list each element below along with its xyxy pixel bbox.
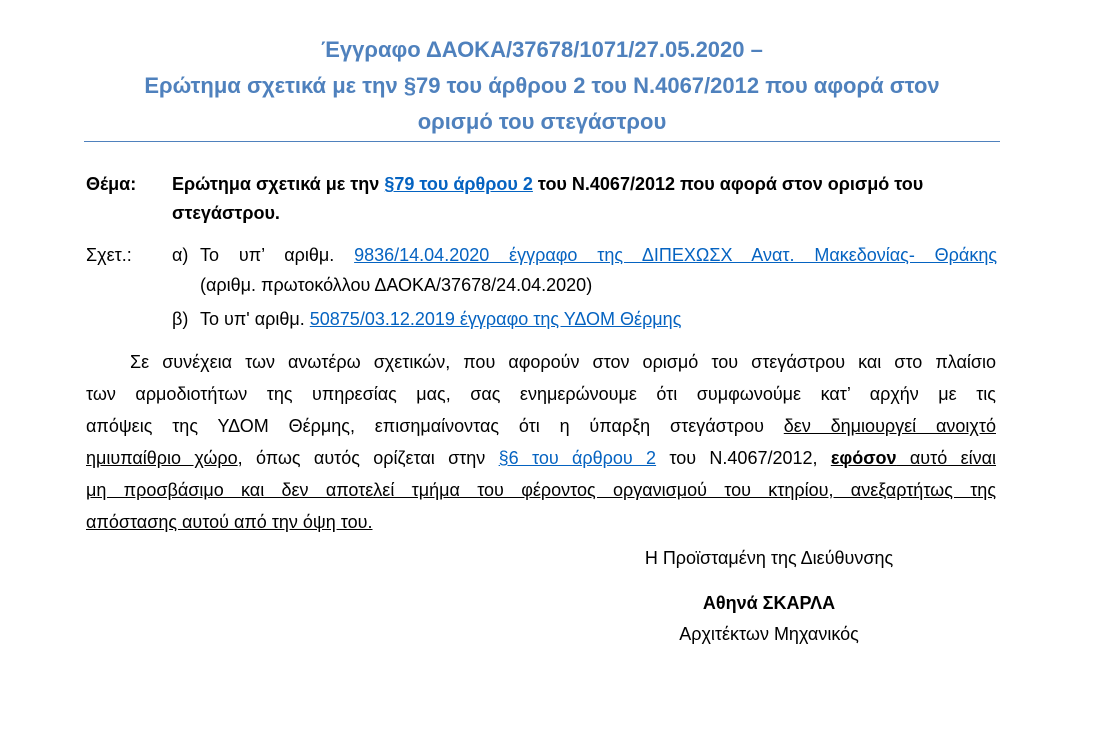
subject-text bbox=[172, 170, 1002, 228]
body-line-3-text: απόψεις της ΥΔΟΜ Θέρμης, επισημαίνοντας ότι η ύπαρξη στεγάστρου bbox=[86, 416, 784, 436]
body-line-1: Σε συνέχεια των ανωτέρω σχετικών, που αφορούν στον ορισμό του στεγάστρου και στο πλαίσιο bbox=[130, 352, 996, 372]
subject-article-link[interactable]: §79 του άρθρου 2 bbox=[384, 174, 533, 194]
subject-label: Θέμα: bbox=[86, 174, 137, 194]
subject-text-start: Ερώτημα σχετικά με την bbox=[172, 174, 385, 194]
title-line-1: Έγγραφο ΔΑΟΚΑ/37678/1071/27.05.2020 – bbox=[321, 37, 763, 62]
related-b-marker: β) bbox=[172, 309, 189, 329]
related-b-prefix: Το υπ' αριθμ. bbox=[200, 309, 310, 329]
body-line-4-underlined: ημιυπαίθριο χώρο bbox=[86, 448, 238, 468]
body-article-link[interactable]: §6 του άρθρου 2 bbox=[498, 448, 657, 468]
related-label: Σχετ.: bbox=[86, 245, 132, 265]
body-line-4-underlined-2: αυτό είναι bbox=[896, 448, 996, 468]
related-b-line bbox=[200, 305, 681, 334]
related-a-line bbox=[200, 241, 997, 270]
related-a-marker: α) bbox=[172, 245, 189, 265]
body-line-4-bold: εφόσον bbox=[830, 448, 897, 468]
subject-text-end: του Ν.4067/2012 που αφορά στον ορισμό του στεγάστρου. bbox=[172, 174, 924, 223]
title-line-3: ορισμό του στεγάστρου bbox=[417, 109, 667, 134]
related-a-protocol: (αριθμ. πρωτοκόλλου ΔΑΟΚΑ/37678/24.04.2020) bbox=[200, 275, 593, 295]
document-title bbox=[84, 32, 1000, 140]
body-line-5: μη προσβάσιμο και δεν αποτελεί τμήμα του φέροντος οργανισμού του κτηρίου, ανεξαρτήτως της bbox=[86, 480, 996, 500]
signature-role: Η Προϊσταμένη της Διεύθυνσης bbox=[644, 548, 894, 568]
title-divider bbox=[84, 141, 1000, 142]
body-paragraph bbox=[86, 346, 996, 538]
body-line-6-underlined: απόστασης αυτού από την όψη του. bbox=[86, 512, 373, 532]
body-line-3 bbox=[86, 410, 996, 442]
title-line-2: Ερώτημα σχετικά με την §79 του άρθρου 2 του Ν.4067/2012 που αφορά στον bbox=[144, 73, 940, 98]
related-a-link[interactable]: 9836/14.04.2020 έγγραφο της ΔΙΠΕΧΩΣΧ Ανατ. Μακεδονίας- Θράκης bbox=[354, 245, 997, 265]
body-line-6 bbox=[86, 506, 996, 538]
body-line-4-text: , όπως αυτός ορίζεται στην bbox=[237, 448, 499, 468]
signature-title: Αρχιτέκτων Μηχανικός bbox=[679, 624, 859, 644]
related-b-link[interactable]: 50875/03.12.2019 έγγραφο της ΥΔΟΜ Θέρμης bbox=[309, 309, 682, 329]
body-line-2: των αρμοδιοτήτων της υπηρεσίας μας, σας ενημερώνουμε ότι συμφωνούμε κατ’ αρχήν με τις bbox=[86, 384, 996, 404]
related-a-prefix: Το υπ’ αριθμ. bbox=[200, 245, 355, 265]
body-line-4-text-2: του Ν.4067/2012, bbox=[656, 448, 831, 468]
body-line-4 bbox=[86, 442, 996, 474]
body-line-3-underlined: δεν δημιουργεί ανοιχτό bbox=[783, 416, 996, 436]
signature-name: Αθηνά ΣΚΑΡΛΑ bbox=[702, 593, 836, 613]
